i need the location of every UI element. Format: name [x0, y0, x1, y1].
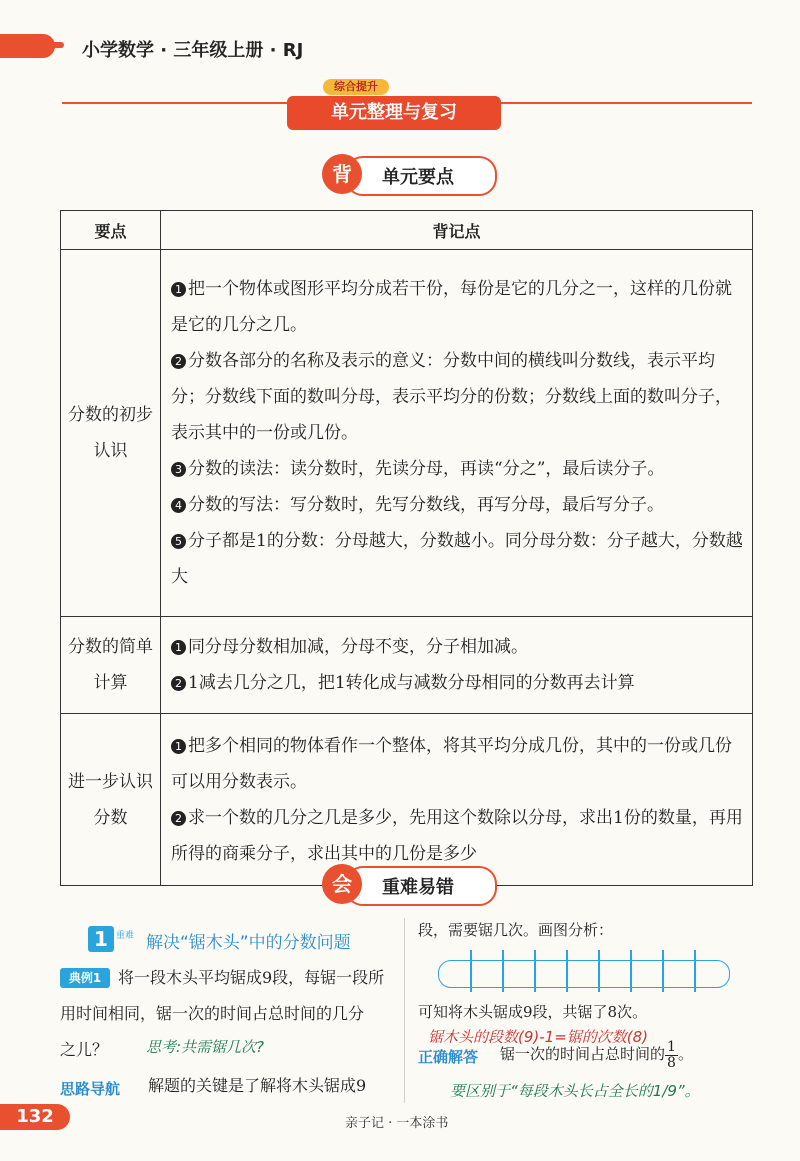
analysis-text: 段，需要锯几次。画图分析： [418, 921, 614, 939]
point-item: 1 把一个物体或图形平均分成若干份，每份是它的几分之一，这样的几份就是它的几分之几。 [171, 279, 732, 335]
section-icon-memorize: 背 [322, 154, 362, 194]
saw-cut-mark [566, 950, 568, 992]
handwritten-note: 锯木头的段数(9)-1=锯的次数(8) [428, 1028, 649, 1046]
chapter-tag: 综合提升 [323, 79, 389, 95]
conclusion-text: 可知将木头锯成9段，共锯了8次。 [418, 1003, 648, 1021]
point-item: 1 同分母分数相加减，分母不变，分子相加减。 [171, 629, 744, 665]
table-row [61, 617, 753, 714]
point-item: 2 分数各部分的名称及表示的意义：分数中间的横线叫分数线，表示平均分；分数线下面的数叫分母，表示平均分的份数；分数线上面的数叫分子，表示其中的一份或几份。 [171, 351, 732, 443]
hint-label: 思路导航 [60, 1080, 121, 1098]
table-row [61, 250, 753, 617]
table-row [61, 714, 753, 886]
problem-title: 解决“锯木头”中的分数问题 [146, 933, 351, 953]
point-item: 5 分子都是1的分数：分母越大，分数越小。同分母分数：分子越大，分数越大 [171, 531, 743, 587]
point-item: 1 把多个相同的物体看作一个整体，将其平均分成几份，其中的一份或几份可以用分数表示。 [171, 735, 732, 792]
log-diagram [438, 960, 730, 988]
key-points-table [60, 210, 753, 886]
answer-label: 正确解答 [418, 1048, 479, 1066]
problem-text-3: 之儿？ [60, 1040, 109, 1059]
handwritten-note: 要区别于“每段木头长占全长的1/9”。 [450, 1082, 700, 1100]
saw-cut-mark [694, 950, 696, 992]
row-key: 分数的简单计算 [61, 617, 161, 714]
saw-cut-mark [502, 950, 504, 992]
saw-cut-mark [534, 950, 536, 992]
problem-text-1: 将一段木头平均锯成9段，每锯一段所 [118, 968, 385, 987]
header-accent-dash [46, 42, 64, 48]
table-header-points: 背记点 [161, 211, 753, 250]
book-title: 小学数学 · 三年级上册 · RJ [82, 40, 304, 61]
chapter-banner: 单元整理与复习 [287, 96, 501, 130]
page-number: 132 [0, 1104, 70, 1130]
point-item: 3 分数的读法：读分数时，先读分母，再读“分之”，最后读分子。 [171, 451, 744, 487]
saw-cut-mark [630, 950, 632, 992]
row-key: 进一步认识分数 [61, 714, 161, 886]
point-item: 2 求一个数的几分之几是多少，先用这个数除以分母，求出1份的数量，再用所得的商乘分子，求出其中的几份是多少 [171, 807, 743, 864]
saw-cut-mark [598, 950, 600, 992]
hint-text: 解题的关键是了解将木头锯成9 [148, 1076, 367, 1095]
example-tag: 典例1 [60, 968, 110, 988]
answer-fraction: $\frac{1}{8}$ [667, 1038, 676, 1071]
answer-text: 锯一次的时间占总时间的 $\frac{1}{8}$。 [500, 1038, 693, 1071]
column-divider [404, 918, 405, 1103]
saw-cut-mark [662, 950, 664, 992]
saw-cut-mark [470, 950, 472, 992]
section-title: 重难易错 [382, 877, 454, 898]
footer-text: 亲子记 · 一本涂书 [345, 1116, 449, 1131]
section-icon-master: 会 [322, 864, 362, 904]
table-header-key: 要点 [61, 211, 161, 250]
point-item: 2 1减去几分之几，把1转化成与减数分母相同的分数再去计算 [171, 665, 744, 701]
problem-level: 重难 [116, 931, 135, 941]
handwritten-note: 思考:共需锯几次? [146, 1038, 265, 1056]
section-title: 单元要点 [382, 167, 454, 188]
point-item: 4 分数的写法：写分数时，先写分数线，再写分母，最后写分子。 [171, 487, 744, 523]
row-key: 分数的初步认识 [61, 250, 161, 617]
problem-text-2: 用时间相同，锯一次的时间占总时间的几分 [60, 1004, 365, 1023]
problem-number: 1 [88, 926, 114, 952]
